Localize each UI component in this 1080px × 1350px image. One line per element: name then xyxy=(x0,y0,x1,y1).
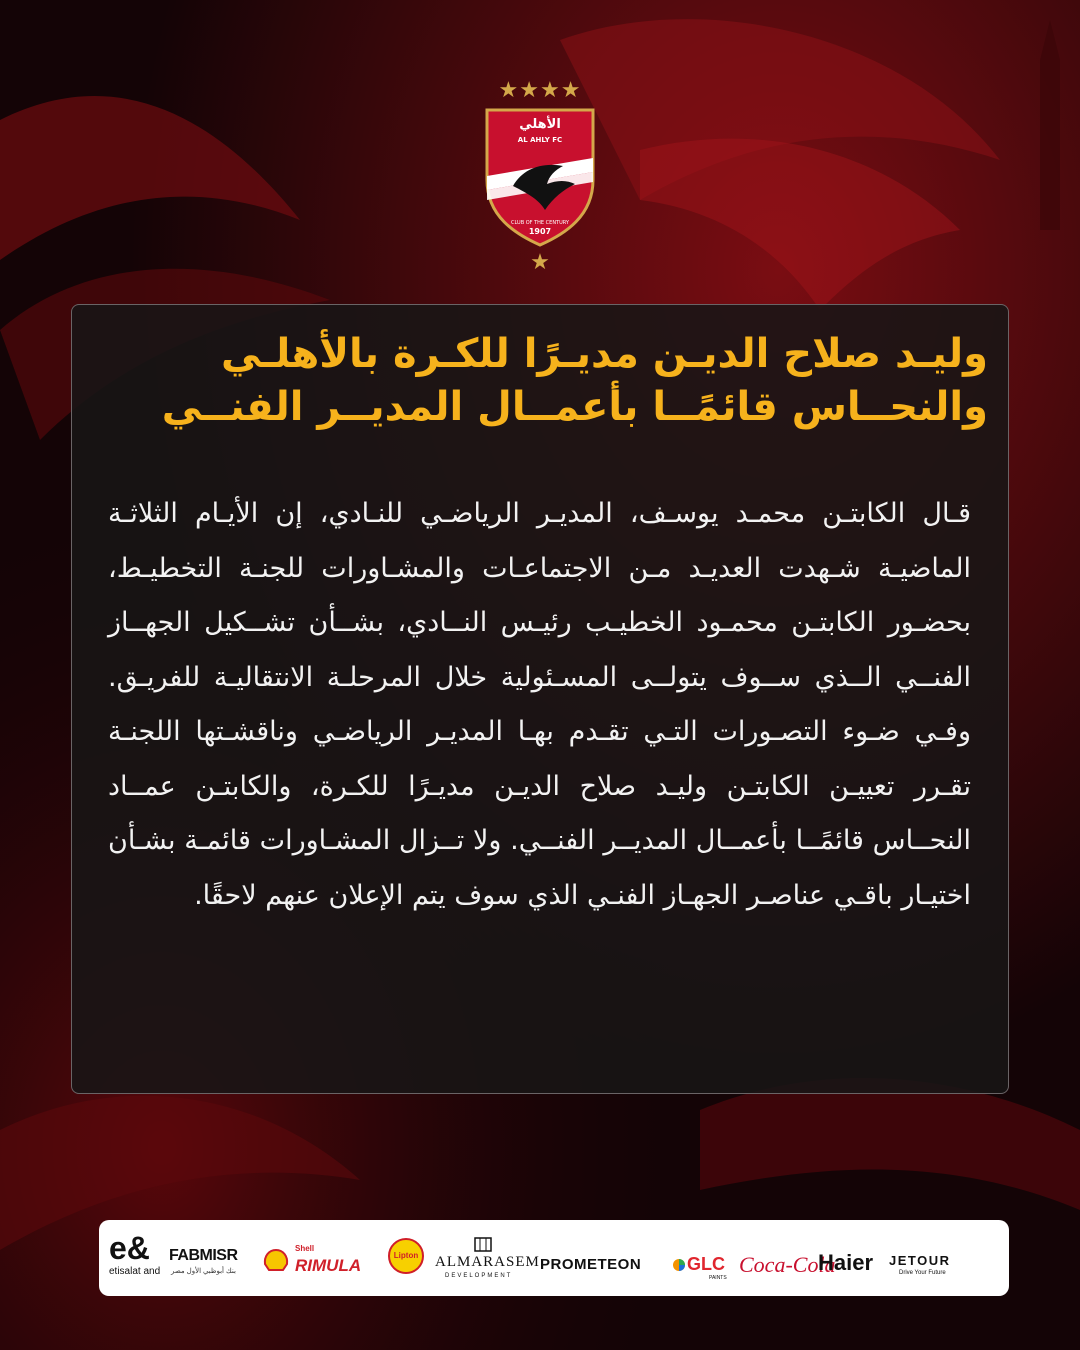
al-ahly-crest xyxy=(480,80,600,275)
shell-rimula-logo: RIMULA xyxy=(295,1256,362,1275)
crest-top-stars: ★★★★ xyxy=(498,78,582,103)
crest-bottom-star: ★ xyxy=(530,250,550,275)
crest-motto: CLUB OF THE CENTURY xyxy=(511,220,569,226)
almarasem-logo: ALMARASEM xyxy=(435,1254,540,1270)
shell-pecten-icon xyxy=(263,1248,289,1272)
crest-arabic-name: الأهلي xyxy=(519,117,561,132)
jetour-logo: JETOUR xyxy=(889,1253,951,1268)
article-title-line-2: والنحــاس قائمًــا بأعمــال المديــر الفنــي xyxy=(161,384,988,430)
glc-color-icon xyxy=(672,1258,686,1272)
cocacola-logo: Coca-Cola xyxy=(739,1252,836,1277)
article-title xyxy=(90,328,988,434)
shell-label: Shell xyxy=(295,1244,315,1253)
glc-logo: GLC xyxy=(687,1254,725,1274)
article-body: قـال الكابتـن محمـد يوسـف، المديـر الرياضـي للنـادي، إن الأيـام الثلاثـة الماضيـة شـهدت العديـد مـن الاجتماعـات والمشـاورات للجنـة التخطيـط، بحضـور الكابتـن محمـود الخطيـب رئيـس النــادي، بشــأن تشــكيل الجهــاز الفنــي الــذي ســوف يتولــى المسـئولية خلال المرحلـة الانتقاليـة للفريـق. وفـي ضـوء التصـورات التـي تقـدم بهـا المديـر الرياضـي وناقشـتها اللجنـة تقـرر تعييـن الكابتـن وليـد صلاح الديـن مديـرًا للكـرة، والكابتـن عمــاد النحــاس قائمًــا بأعمــال المديــر الفنــي. ولا تــزال المشـاورات قائمـة بشـأن اختيـار باقـي عناصـر الجهـاز الفنـي الذي سوف يتم الإعلان عنهم لاحقًا. xyxy=(108,498,971,911)
etisalat-logo: e& xyxy=(109,1230,150,1266)
almarasem-building-icon xyxy=(474,1236,492,1252)
almarasem-subtitle: DEVELOPMENT xyxy=(445,1273,513,1279)
haier-logo: Haier xyxy=(818,1250,874,1275)
fabmisr-logo: FABMISR xyxy=(169,1247,238,1264)
article-title-line-1: وليـد صلاح الديـن مديـرًا للكـرة بالأهلـي xyxy=(221,331,988,377)
fabmisr-subtitle: بنك أبوظبي الأول مصر xyxy=(171,1268,236,1275)
lipton-logo: Lipton xyxy=(393,1251,419,1260)
crest-shield-icon xyxy=(483,106,597,248)
glc-subtitle: PAINTS xyxy=(709,1275,727,1281)
sponsors-bar xyxy=(99,1220,1009,1296)
crest-name: AL AHLY FC xyxy=(517,136,563,144)
crest-year: 1907 xyxy=(528,227,552,236)
etisalat-name: etisalat and xyxy=(109,1266,161,1277)
prometeon-logo: PROMETEON xyxy=(540,1256,642,1273)
jetour-subtitle: Drive Your Future xyxy=(899,1270,946,1276)
